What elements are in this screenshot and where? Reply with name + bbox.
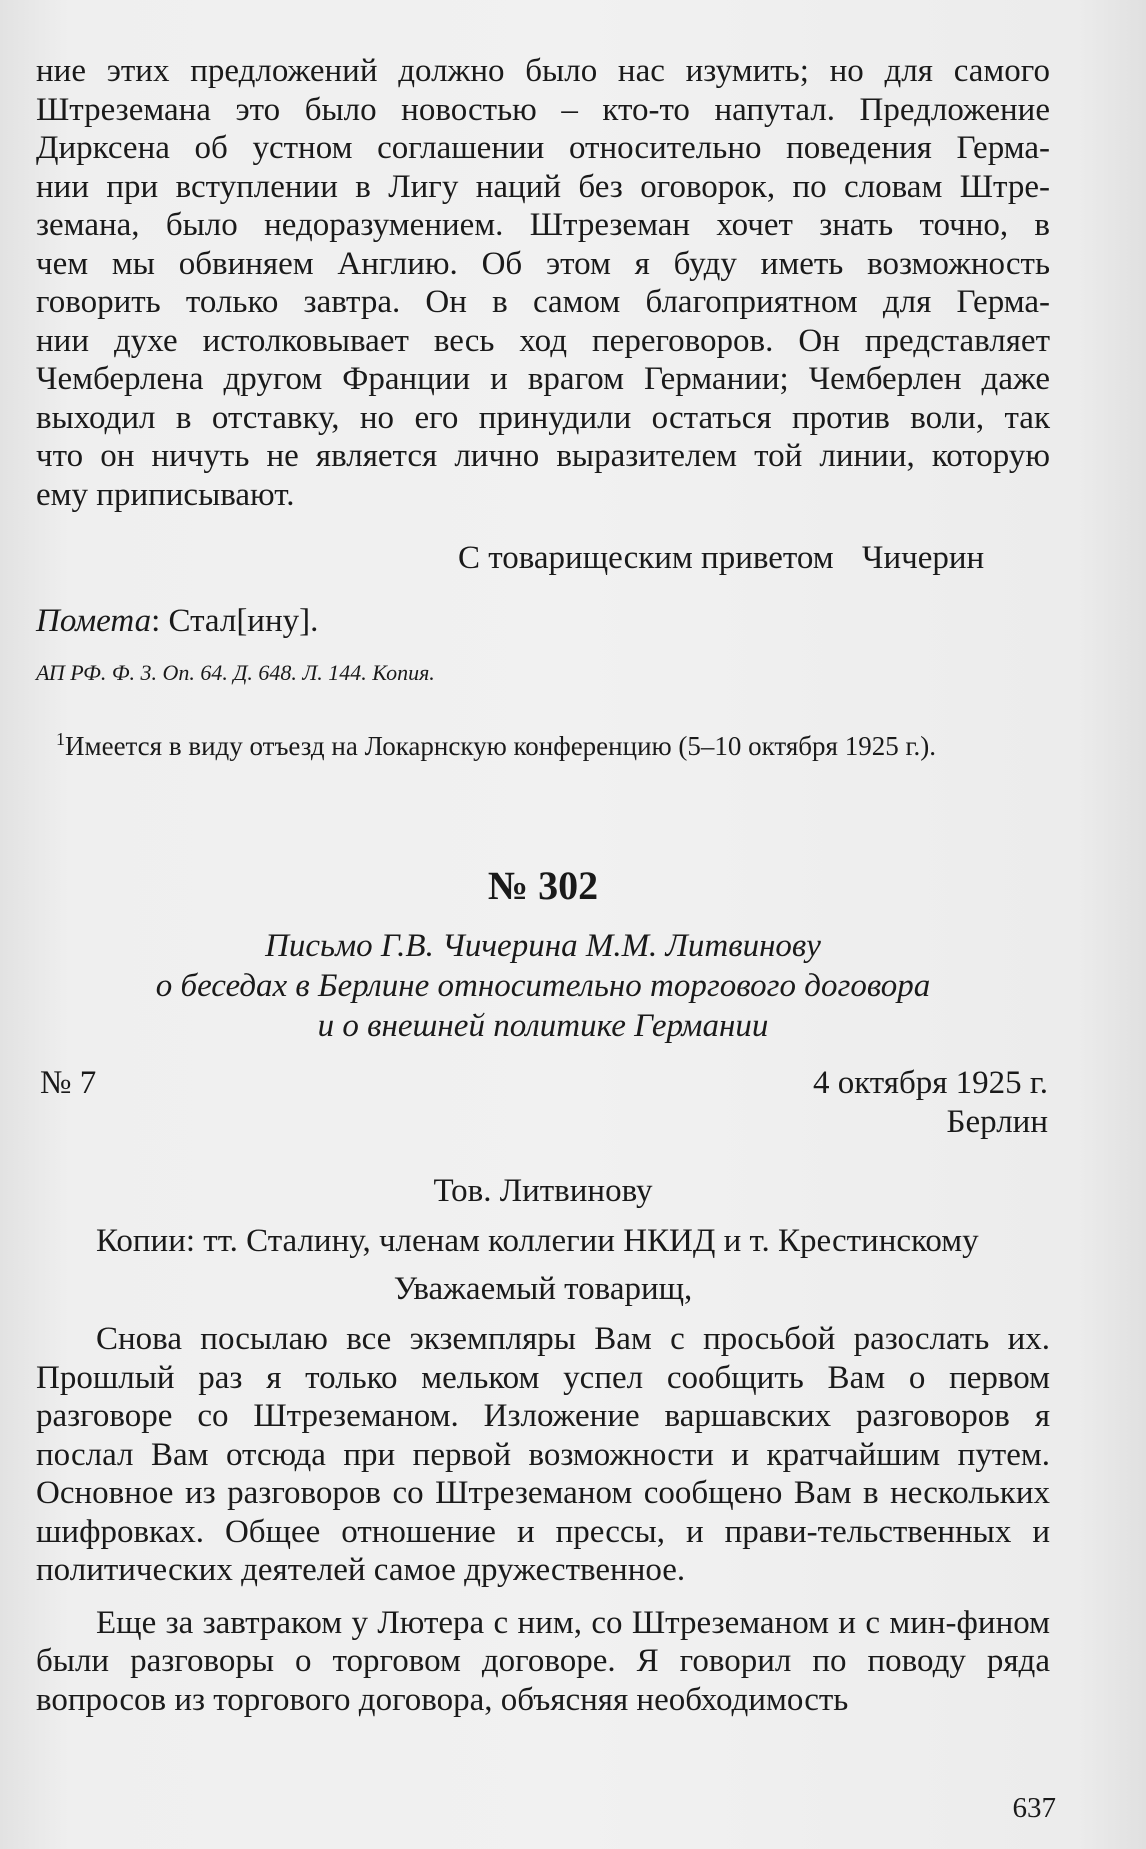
footnote-marker: 1 [56, 729, 65, 749]
text-line: говорить только завтра. Он в самом благоприятном для Герма- [36, 284, 1050, 320]
footnote-text: Имеется в виду отъезд на Локарнскую конференцию (5–10 октября 1925 г.). [65, 731, 936, 761]
continuation-text [36, 52, 1050, 514]
signature-closing: С товарищеским приветом [458, 540, 834, 576]
document-title [36, 926, 1050, 1046]
text-line: Чемберлена другом Франции и врагом Германии; Чемберлен даже [36, 361, 1050, 397]
text-line: выходил в отставку, но его принудили остаться против воли, так [36, 399, 1050, 436]
paragraph: Еще за завтраком у Лютера с ним, со Штреземаном и с мин-фином были разговоры о торговом договоре. Я говорил по поводу ряда вопросов из торгового договора, объясняя необходимость [36, 1604, 1050, 1718]
document-number: № 302 [487, 863, 599, 908]
text-line: ему приписывают. [36, 476, 295, 513]
text-line: что он ничуть не является лично выразителем той линии, которую [36, 438, 1050, 474]
note-label: Помета [36, 603, 152, 639]
note [36, 602, 1050, 640]
document-place: Берлин [946, 1104, 1048, 1140]
text-line: нии при вступлении в Лигу наций без оговорок, по словам Штре- [36, 168, 1050, 205]
outgoing-number: № 7 [40, 1065, 97, 1101]
title-line: и о внешней политике Германии [317, 1008, 769, 1044]
page-number: 637 [1012, 1792, 1056, 1824]
archive-reference: АП РФ. Ф. 3. Оп. 64. Д. 648. Л. 144. Копия. [36, 660, 435, 685]
text-line: чем мы обвиняем Англию. Об этом я буду иметь возможность [36, 245, 1050, 282]
text-line: Дирксена об устном соглашении относительно поведения Герма- [36, 130, 1050, 166]
paragraph: Снова посылаю все экземпляры Вам с просьбой разослать их. Прошлый раз я только мельком успел сообщить Вам о первом разговоре со Штреземаном. Изложение варшавских разговоров я послал Вам отсюда при первой возможности и кратчайшим путем. Основное из разговоров со Штреземаном сообщено Вам в нескольких шифровках. Общее отношение и прессы, и прави-тельственных и политических деятелей самое дружественное. [36, 1321, 1050, 1588]
copies-line: Копии: тт. Сталину, членам коллегии НКИД и т. Крестинскому [96, 1223, 979, 1259]
title-line: о беседах в Берлине относительно торгового договора [155, 968, 931, 1004]
document-date: 4 октября 1925 г. [812, 1065, 1048, 1101]
letter-body [36, 1320, 1050, 1719]
title-line: Письмо Г.В. Чичерина М.М. Литвинову [265, 928, 821, 964]
note-text: : Стал[ину]. [151, 603, 319, 639]
text-line: ние этих предложений должно было нас изумить; но для самого [36, 53, 1050, 89]
text-line: нии духе истолковывает весь ход переговоров. Он представляет [36, 322, 1050, 359]
signature-name: Чичерин [862, 540, 985, 576]
footnote [36, 720, 1050, 765]
text-line: Штреземана это было новостью – кто-то напутал. Предложение [36, 91, 1050, 128]
addressee: Тов. Литвинову [433, 1173, 653, 1209]
salutation: Уважаемый товарищ, [393, 1271, 693, 1307]
text-line: земана, было недоразумением. Штреземан хочет знать точно, в [36, 207, 1050, 243]
